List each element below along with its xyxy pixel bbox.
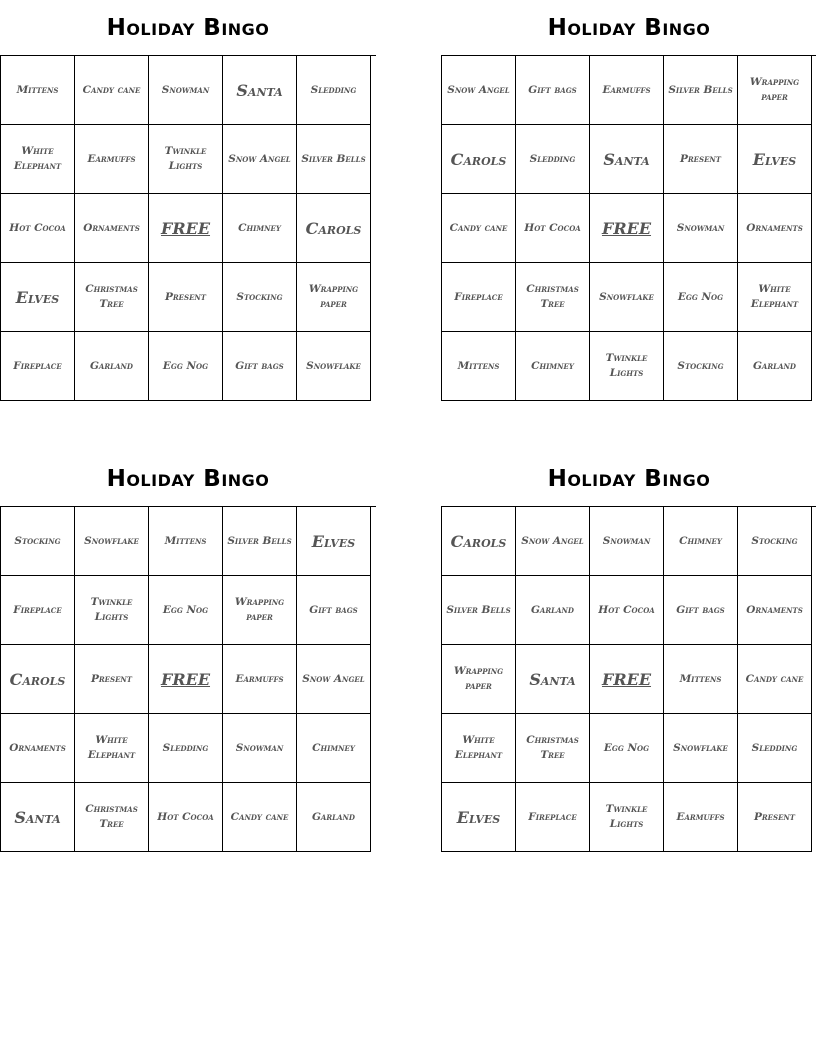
bingo-grid [441,55,816,401]
bingo-cell: Garland [75,332,149,401]
bingo-cell: Fireplace [1,332,75,401]
bingo-cell: Snowflake [75,507,149,576]
card-title: Holiday Bingo [106,15,270,41]
bingo-cell: Santa [516,645,590,714]
bingo-cell: Silver Bells [223,507,297,576]
bingo-cell: Egg Nog [149,576,223,645]
bingo-cell: Stocking [738,507,812,576]
bingo-cell: Elves [1,263,75,332]
bingo-cell: Snowflake [590,263,664,332]
bingo-cell: Wrapping paper [223,576,297,645]
bingo-cell: Earmuffs [590,56,664,125]
bingo-cell: Christmas Tree [516,714,590,783]
bingo-cell: Twinkle Lights [149,125,223,194]
card-title: Holiday Bingo [547,466,711,492]
bingo-cell: Christmas Tree [516,263,590,332]
bingo-cell: Candy cane [738,645,812,714]
bingo-cell: Santa [1,783,75,852]
bingo-cell: Ornaments [738,194,812,263]
bingo-cell: Garland [516,576,590,645]
free-space-cell: FREE [590,194,664,263]
bingo-cell: Mittens [442,332,516,401]
bingo-cell: Garland [297,783,371,852]
card-title: Holiday Bingo [547,15,711,41]
bingo-cell: Silver Bells [664,56,738,125]
bingo-cell: Santa [223,56,297,125]
free-space-cell: FREE [149,645,223,714]
bingo-cell: Silver Bells [297,125,371,194]
free-space-cell: FREE [590,645,664,714]
bingo-cell: Ornaments [75,194,149,263]
bingo-cell: Silver Bells [442,576,516,645]
bingo-cell: Garland [738,332,812,401]
bingo-card-3 [0,451,376,852]
bingo-cell: Present [664,125,738,194]
bingo-cell: Gift bags [297,576,371,645]
bingo-card-4 [441,451,816,852]
bingo-cell: Mittens [664,645,738,714]
bingo-cell: Snowman [223,714,297,783]
bingo-cell: Chimney [297,714,371,783]
bingo-cell: Sledding [149,714,223,783]
bingo-cell: Earmuffs [75,125,149,194]
card-title: Holiday Bingo [106,466,270,492]
bingo-cell: Snow Angel [442,56,516,125]
bingo-cell: Chimney [223,194,297,263]
bingo-cell: Chimney [664,507,738,576]
free-space-cell: FREE [149,194,223,263]
bingo-cell: Chimney [516,332,590,401]
bingo-cell: Mittens [149,507,223,576]
bingo-cell: Hot Cocoa [149,783,223,852]
bingo-cell: Elves [738,125,812,194]
bingo-cell: Sledding [297,56,371,125]
bingo-cell: Ornaments [1,714,75,783]
bingo-cell: Carols [1,645,75,714]
bingo-cell: Fireplace [442,263,516,332]
bingo-cell: Present [75,645,149,714]
bingo-cell: Fireplace [1,576,75,645]
bingo-cell: Snow Angel [297,645,371,714]
bingo-cell: Carols [442,125,516,194]
bingo-cell: Twinkle Lights [590,332,664,401]
bingo-cell: Snowflake [297,332,371,401]
bingo-cell: Egg Nog [590,714,664,783]
bingo-cell: Snowman [590,507,664,576]
bingo-cell: Stocking [664,332,738,401]
bingo-cell: Snowman [664,194,738,263]
bingo-cell: Hot Cocoa [516,194,590,263]
bingo-cell: Snowman [149,56,223,125]
bingo-cell: Egg Nog [664,263,738,332]
bingo-cell: Present [149,263,223,332]
bingo-cell: White Elephant [442,714,516,783]
bingo-cell: Earmuffs [664,783,738,852]
bingo-cell: Earmuffs [223,645,297,714]
bingo-cell: Wrapping paper [738,56,812,125]
bingo-cell: Elves [297,507,371,576]
bingo-cell: Stocking [1,507,75,576]
bingo-cell: Sledding [738,714,812,783]
bingo-cell: Stocking [223,263,297,332]
bingo-cell: White Elephant [75,714,149,783]
bingo-cell: Wrapping paper [442,645,516,714]
bingo-cell: Christmas Tree [75,783,149,852]
bingo-cell: Snow Angel [516,507,590,576]
bingo-cell: Gift bags [223,332,297,401]
bingo-cell: Sledding [516,125,590,194]
bingo-cell: Snow Angel [223,125,297,194]
bingo-cell: Egg Nog [149,332,223,401]
bingo-cell: White Elephant [1,125,75,194]
bingo-card-1 [0,0,376,401]
bingo-cell: Candy cane [75,56,149,125]
bingo-cell: Hot Cocoa [590,576,664,645]
bingo-grid [0,506,376,852]
bingo-cell: Carols [297,194,371,263]
bingo-cell: Snowflake [664,714,738,783]
bingo-card-2 [441,0,816,401]
bingo-cell: Gift bags [664,576,738,645]
bingo-cell: Christmas Tree [75,263,149,332]
bingo-cell: Ornaments [738,576,812,645]
bingo-cell: Twinkle Lights [590,783,664,852]
bingo-cell: Gift bags [516,56,590,125]
bingo-grid [441,506,816,852]
bingo-cell: Fireplace [516,783,590,852]
bingo-cell: Twinkle Lights [75,576,149,645]
bingo-grid [0,55,376,401]
bingo-cell: Candy cane [223,783,297,852]
bingo-cell: Santa [590,125,664,194]
bingo-cell: White Elephant [738,263,812,332]
bingo-cell: Hot Cocoa [1,194,75,263]
bingo-cell: Elves [442,783,516,852]
bingo-cell: Mittens [1,56,75,125]
bingo-cell: Wrapping paper [297,263,371,332]
bingo-cell: Candy cane [442,194,516,263]
bingo-cell: Carols [442,507,516,576]
bingo-cell: Present [738,783,812,852]
